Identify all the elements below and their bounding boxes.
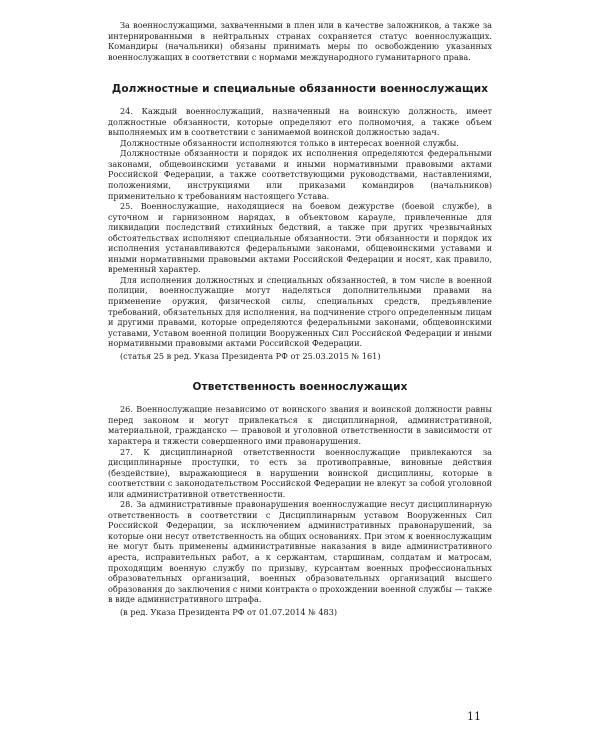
- page-number: 11: [467, 710, 481, 723]
- paragraph-27: 27. К дисциплинарной ответственности военнослужащие привлекаются за дисциплинарные проступки, то есть за противоправные, виновные действия (бездействие), выражающиеся в нарушении воинской дисциплины, которые в соответствии с законодательством Российской Федерации не влекут за собой уголовной или административной ответственности.: [108, 446, 492, 499]
- section-heading-responsibility: Ответственность военнослужащих: [192, 381, 408, 394]
- paragraph-26: 26. Военнослужащие независимо от воинского звания и воинской должности равны перед законом и могут привлекаться к дисциплинарной, административной, материальной, гражданско — правовой и уголовной ответственности в зависимости от характера и тяжести совершенного ими правонарушения.: [108, 404, 492, 446]
- paragraph-duties-interest: Должностные обязанности исполняются только в интересах военной службы.: [120, 137, 459, 148]
- amendment-note-25: (статья 25 в ред. Указа Президента РФ от 25.03.2015 № 161): [120, 350, 381, 361]
- page-content: [108, 20, 492, 617]
- paragraph-additional-rights: Для исполнения должностных и специальных обязанностей, в том числе в военной полиции, военнослужащие могут наделяться дополнительными правами на применение оружия, физической силы, специальных средств, предъявление требований, обязательных для исполнения, на подчинение строго определенным лицам и другими правами, которые определяются федеральными законами, общевоинскими уставами, Уставом военной полиции Вооруженных Сил Российской Федерации и иными нормативными правовыми актами Российской Федерации.: [108, 274, 492, 349]
- amendment-note-28: (в ред. Указа Президента РФ от 01.07.2014 № 483): [120, 606, 338, 617]
- intro-paragraph: За военнослужащими, захваченными в плен или в качестве заложников, а также за интернированными в нейтральных странах сохраняется статус военнослужащих. Командиры (начальники) обязаны принимать меры по освобождению указанных военнослужащих в соответствии с нормами международного гуманитарного права.: [108, 20, 492, 62]
- section-heading-duties: Должностные и специальные обязанности военнослужащих: [111, 83, 489, 96]
- paragraph-28: 28. За административные правонарушения военнослужащие несут дисциплинарную ответственность в соответствии с Дисциплинарным уставом Вооруженных Сил Российской Федерации, за исключением административных правонарушений, за которые они несут ответственность на общих основаниях. При этом к военнослужащим не могут быть применены административные наказания в виде административного ареста, исправительных работ, а к сержантам, старшинам, солдатам и матросам, проходящим военную службу по призыву, курсантам военных профессиональных образовательных организаций, военных образовательных организаций высшего образования до заключения с ними контракта о прохождении военной службы — также в виде административного штрафа.: [108, 499, 492, 605]
- paragraph-24: 24. Каждый военнослужащий, назначенный на воинскую должность, имеет должностные обязанности, которые определяют его полномочия, а также объем выполняемых им в соответствии с занимаемой воинской должностью задач.: [108, 106, 492, 138]
- paragraph-25: 25. Военнослужащие, находящиеся на боевом дежурстве (боевой службе), в суточном и гарнизонном нарядах, в объектовом карауле, привлеченные для ликвидации последствий стихийных бедствий, а также при других чрезвычайных обстоятельствах исполняют специальные обязанности. Эти обязанности и порядок их исполнения устанавливаются федеральными законами, общевоинскими уставами и иными нормативными правовыми актами Российской Федерации и носят, как правило, временный характер.: [108, 201, 492, 275]
- paragraph-duties-order: Должностные обязанности и порядок их исполнения определяются федеральными законами, общевоинскими уставами и иными нормативными правовыми актами Российской Федерации, а также соответствующими руководствами, наставлениями, положениями, инструкциями или приказами командиров (начальников) применительно к требованиям настоящего Устава.: [108, 148, 492, 201]
